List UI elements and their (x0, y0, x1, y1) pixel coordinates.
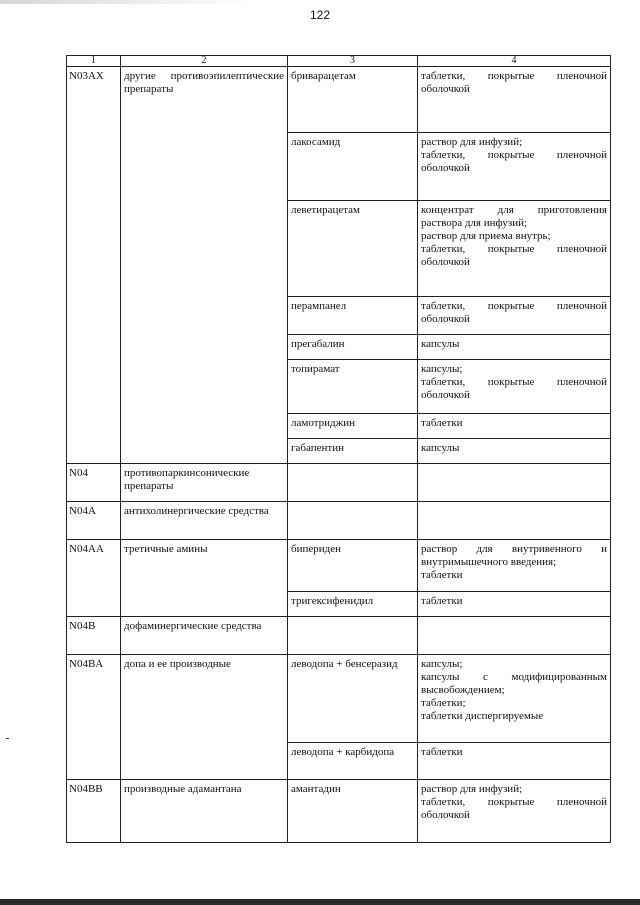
drug-name-cell: топирамат (288, 360, 418, 414)
drug-name-cell (288, 502, 418, 540)
column-header: 2 (121, 56, 288, 67)
drug-name-cell (288, 464, 418, 502)
atc-code-cell: N04A (67, 502, 121, 540)
column-header: 1 (67, 56, 121, 67)
dosage-form-cell: раствор для инфузий; таблетки, покрытые пленочной оболочкой (418, 133, 611, 201)
atc-code-cell: N03AX (67, 67, 121, 464)
dosage-form-cell: капсулы; таблетки, покрытые пленочной оболочкой (418, 360, 611, 414)
drug-name-cell: габапентин (288, 439, 418, 464)
atc-code-cell: N04B (67, 617, 121, 655)
table-row (67, 780, 611, 843)
drug-name-cell: ламотриджин (288, 414, 418, 439)
table-row (67, 617, 611, 655)
drug-name-cell: лакосамид (288, 133, 418, 201)
dosage-form-cell: таблетки (418, 414, 611, 439)
dosage-form-cell: концентрат для приготовления раствора для инфузий; раствор для приема внутрь; таблетки, покрытые пленочной оболочкой (418, 201, 611, 297)
table-row (67, 502, 611, 540)
scan-edge-top (0, 0, 640, 4)
dosage-form-cell: капсулы (418, 439, 611, 464)
group-name-cell: производные адамантана (121, 780, 288, 843)
table-header-row (67, 56, 611, 67)
drug-name-cell: бипериден (288, 540, 418, 592)
dosage-form-cell: таблетки, покрытые пленочной оболочкой (418, 67, 611, 133)
scan-mark-left (6, 738, 9, 739)
column-header: 3 (288, 56, 418, 67)
group-name-cell: противопаркинсонические препараты (121, 464, 288, 502)
atc-code-cell: N04AA (67, 540, 121, 617)
atc-code-cell: N04BA (67, 655, 121, 780)
dosage-form-cell: раствор для инфузий; таблетки, покрытые пленочной оболочкой (418, 780, 611, 843)
dosage-form-cell: капсулы; капсулы с модифицированным высвобождением; таблетки; таблетки диспергируемые (418, 655, 611, 743)
dosage-form-cell: таблетки (418, 592, 611, 617)
drug-name-cell: амантадин (288, 780, 418, 843)
page-number: 122 (309, 8, 331, 22)
table-row (67, 655, 611, 743)
column-header: 4 (418, 56, 611, 67)
drug-name-cell: перампанел (288, 297, 418, 335)
scan-edge-bottom (0, 899, 640, 905)
drug-name-cell: прегабалин (288, 335, 418, 360)
dosage-form-cell: капсулы (418, 335, 611, 360)
drug-name-cell: леветирацетам (288, 201, 418, 297)
drug-name-cell: бриварацетам (288, 67, 418, 133)
drug-table (66, 55, 611, 843)
dosage-form-cell (418, 464, 611, 502)
group-name-cell: третичные амины (121, 540, 288, 617)
table-row (67, 464, 611, 502)
group-name-cell: другие противоэпилептические препараты (121, 67, 288, 464)
drug-name-cell: леводопа + бенсеразид (288, 655, 418, 743)
group-name-cell: дофаминергические средства (121, 617, 288, 655)
dosage-form-cell: раствор для внутривенного и внутримышечного введения; таблетки (418, 540, 611, 592)
group-name-cell: антихолинергические средства (121, 502, 288, 540)
table-row (67, 67, 611, 133)
dosage-form-cell: таблетки, покрытые пленочной оболочкой (418, 297, 611, 335)
drug-name-cell: тригексифенидил (288, 592, 418, 617)
drug-name-cell (288, 617, 418, 655)
dosage-form-cell (418, 617, 611, 655)
table-row (67, 540, 611, 592)
atc-code-cell: N04BB (67, 780, 121, 843)
dosage-form-cell (418, 502, 611, 540)
atc-code-cell: N04 (67, 464, 121, 502)
group-name-cell: допа и ее производные (121, 655, 288, 780)
dosage-form-cell: таблетки (418, 743, 611, 780)
drug-name-cell: леводопа + карбидопа (288, 743, 418, 780)
